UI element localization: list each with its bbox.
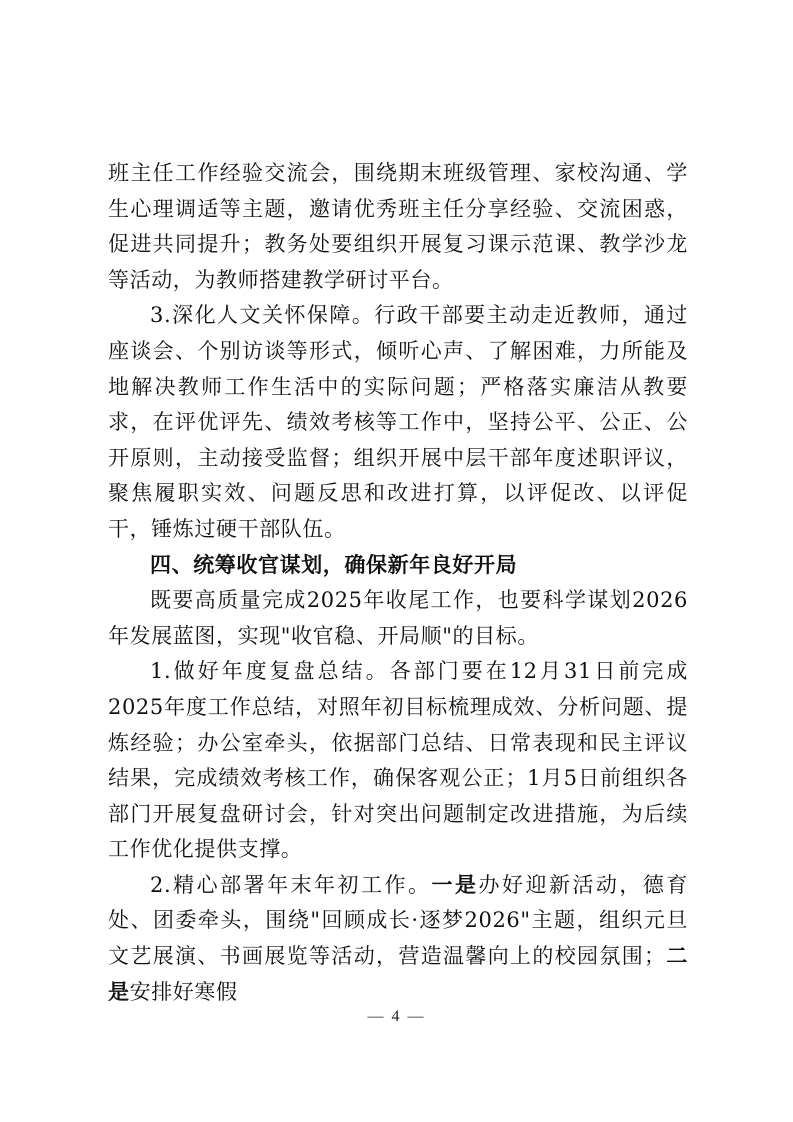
paragraph-5 [108,868,688,1010]
paragraph-5-bold-2: 二是 [108,944,688,1004]
page-number: — 4 — [367,1008,426,1025]
body-text [108,156,688,1010]
paragraph-4: 1.做好年度复盘总结。各部门要在12月31日前完成2025年度工作总结，对照年初目标梳理成效、分析问题、提炼经验；办公室牵头，依据部门总结、日常表现和民主评议结果，完成绩效考核工作，确保客观公正；1月5日前组织各部门开展复盘研讨会，针对突出问题制定改进措施，为后续工作优化提供支撑。 [108,659,688,862]
paragraph-5-bold-1: 一是 [431,872,479,897]
paragraph-2: 3.深化人文关怀保障。行政干部要主动走近教师，通过座谈会、个别访谈等形式，倾听心声、了解困难，力所能及地解决教师工作生活中的实际问题；严格落实廉洁从教要求，在评优评先、绩效考核等工作中，坚持公平、公正、公开原则，主动接受监督；组织开展中层干部年度述职评议，聚焦履职实效、问题反思和改进打算，以评促改、以评促干，锤炼过硬干部队伍。 [108,303,688,541]
paragraph-3: 既要高质量完成2025年收尾工作，也要科学谋划2026年发展蓝图，实现"收官稳、开局顺"的目标。 [108,588,688,648]
paragraph-5-lead: 2.精心部署年末年初工作。 [150,872,432,897]
paragraph-1: 班主任工作经验交流会，围绕期末班级管理、家校沟通、学生心理调适等主题，邀请优秀班主任分享经验、交流困惑，促进共同提升；教务处要组织开展复习课示范课、教学沙龙等活动，为教师搭建教学研讨平台。 [108,161,688,292]
section-heading-4: 四、统筹收官谋划，确保新年良好开局 [150,552,518,577]
paragraph-5-middle: 办好迎新活动，德育处、团委牵头，围绕"回顾成长·逐梦2026"主题，组织元旦文艺展演、书画展览等活动，营造温馨向上的校园氛围； [108,872,688,969]
paragraph-5-tail: 安排好寒假 [129,979,238,1004]
